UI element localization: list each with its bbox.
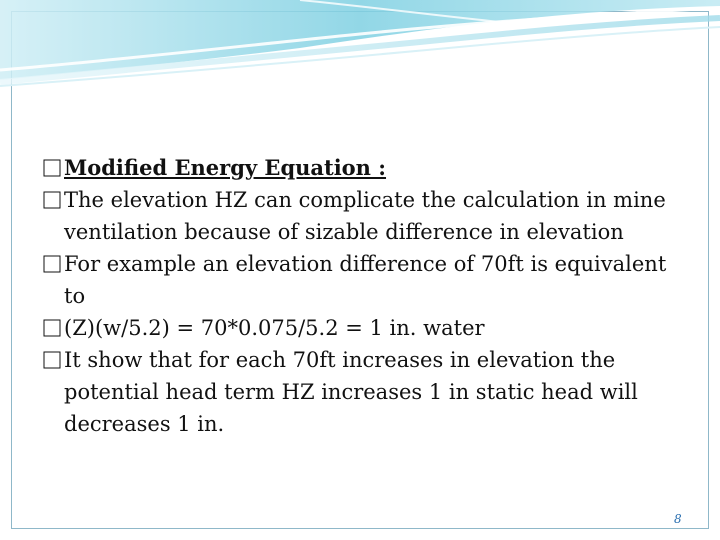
bullet-icon bbox=[42, 248, 62, 270]
bullet-item bbox=[42, 184, 672, 248]
section-heading: Modified Energy Equation : bbox=[64, 155, 387, 180]
bullet-icon bbox=[42, 344, 62, 366]
bullet-item bbox=[42, 344, 672, 440]
bullet-icon bbox=[42, 152, 62, 174]
bullet-item bbox=[42, 248, 672, 312]
slide-body bbox=[42, 152, 672, 440]
bullet-icon bbox=[42, 312, 62, 334]
bullet-icon bbox=[42, 184, 62, 206]
bullet-text: It show that for each 70ft increases in elevation the potential head term HZ increases 1 in static head will decreases 1 in. bbox=[64, 348, 638, 436]
header-wave-decoration bbox=[0, 0, 720, 90]
bullet-text: For example an elevation difference of 70ft is equivalent to bbox=[64, 252, 667, 308]
bullet-text: The elevation HZ can complicate the calculation in mine ventilation because of sizable difference in elevation bbox=[64, 188, 666, 244]
bullet-item bbox=[42, 312, 672, 344]
bullet-text: (Z)(w/5.2) = 70*0.075/5.2 = 1 in. water bbox=[64, 316, 485, 340]
page-number: 8 bbox=[674, 512, 682, 526]
bullet-heading bbox=[42, 152, 672, 184]
